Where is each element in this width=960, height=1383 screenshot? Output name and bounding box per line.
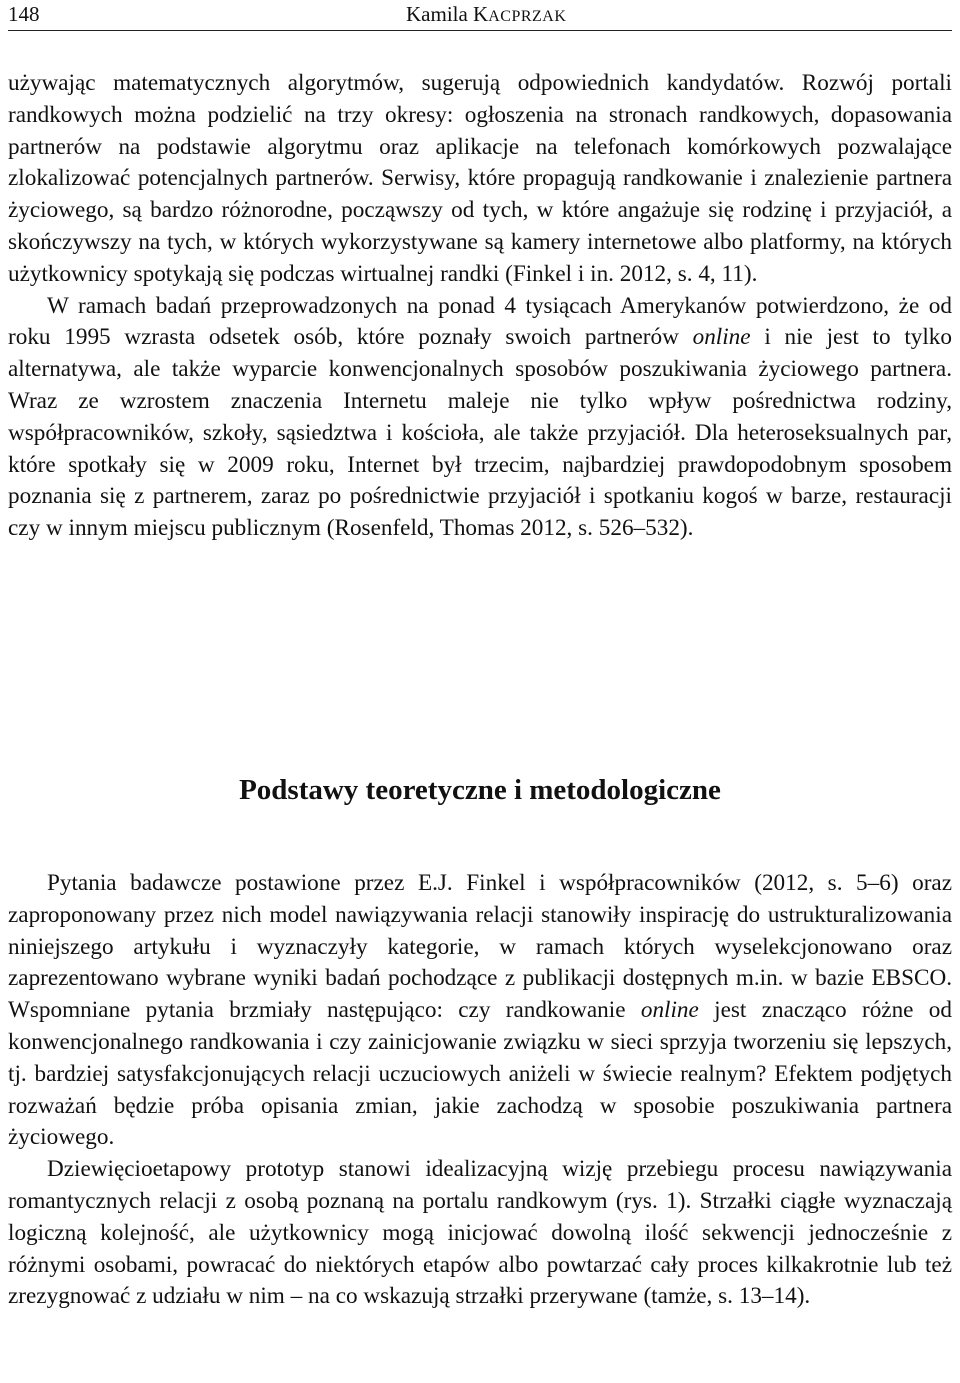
- paragraph: Dziewięcioetapowy prototyp stanowi idealizacyjną wizję przebiegu procesu nawiązywania romantycznych relacji z osobą poznaną na portalu randkowym (rys. 1). Strzałki ciągłe wyznaczają logiczną kolejność, ale użytkownicy mogą inicjować dowolną ilość sekwencji jednocześnie z różnymi osobami, powracać do niektórych etapów albo powtarzać cały proces kilkakrotnie lub też zrezygnować z udziału w nim – na co wskazują strzałki przerywane (tamże, s. 13–14).: [8, 1156, 952, 1310]
- italic-term: online: [692, 324, 751, 351]
- text-run: jest znacząco różne od konwencjonalnego randkowania i czy zainicjowanie związku w sieci sprzyja tworzeniu się lepszych, tj. bardziej satysfakcjonujących relacji uczuciowych aniżeli w świecie realnym? Efektem podjętych rozważań będzie próba opisania zmian, jakie zachodzą w sposobie poszukiwania partnera życiowego.: [8, 997, 952, 1151]
- text-run: Pytania badawcze postawione przez E.J. Finkel i współpracowników (2012, s. 5–6) oraz zaproponowany przez nich model nawiązywania relacji stanowiły inspirację do ustrukturalizowania niniejszego artykułu i wyznaczyły kategorie, w ramach których wyselekcjonowano oraz zaprezentowano wybrane wyniki badań pochodzące z publikacji dostępnych m.in. w bazie EBSCO. Wspomniane pytania brzmiały następująco: czy randkowanie: [8, 870, 952, 1024]
- italic-term: online: [640, 997, 699, 1024]
- paragraph: używając matematycznych algorytmów, sugerują odpowiednich kandydatów. Rozwój portali randkowych można podzielić na trzy okresy: ogłoszenia na stronach randkowych, dopasowania partnerów na podstawie algorytmu oraz aplikacje na telefonach komórkowych pozwalające zlokalizować potencjalnych partnerów. Serwisy, które propagują randkowanie i znalezienie partnera życiowego, są bardzo różnorodne, począwszy od tych, w które angażuje się rodzinę i przyjaciół, a skończywszy na tych, w których wykorzystywane są kamery internetowe albo platformy, na których użytkownicy spotykają się podczas wirtualnej randki (Finkel i in. 2012, s. 4, 11).: [8, 70, 952, 287]
- paragraph: [8, 868, 952, 1154]
- page-number: 148: [8, 2, 40, 26]
- text-run: i nie jest to tylko alternatywa, ale także wyparcie konwencjonalnych sposobów poszukiwania życiowego partnera. Wraz ze wzrostem znaczenia Internetu maleje nie tylko wpływ pośrednictwa rodziny, współpracowników, szkoły, sąsiedztwa i kościoła, ale także przyjaciół. Dla heteroseksualnych par, które spotkały się w 2009 roku, Internet był trzecim, najbardziej prawdopodobnym sposobem poznania się z partnerem, zaraz po pośrednictwie przyjaciół i spotkaniu kogoś w barze, restauracji czy w innym miejscu publicznym (Rosenfeld, Thomas 2012, s. 526–532).: [8, 324, 952, 542]
- author-surname-smallcaps: ACPRZAK: [488, 8, 567, 25]
- page-header: [8, 0, 952, 31]
- author-name: Kamila K: [406, 2, 489, 26]
- text-run: W ramach badań przeprowadzonych na ponad 4 tysiącach Amerykanów potwierdzono, że od roku 1995 wzrasta odsetek osób, które poznały swoich partnerów: [8, 292, 952, 351]
- section-heading: Podstawy teoretyczne i metodologiczne: [239, 774, 721, 806]
- paragraph: [8, 291, 952, 545]
- body-text-section-1: [8, 68, 952, 545]
- running-head-author: [406, 2, 566, 27]
- body-text-section-2: [8, 868, 952, 1313]
